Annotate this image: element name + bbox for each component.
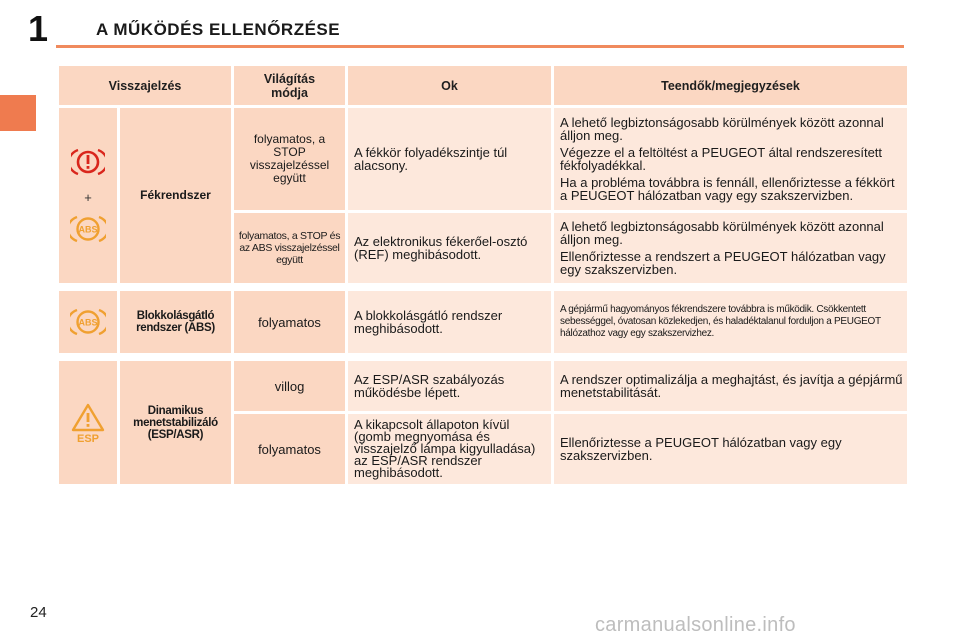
esp-system-label: Dinamikus menetstabilizáló (ESP/ASR) [120,361,231,484]
page-number: 24 [30,604,47,621]
abs-icon [70,307,106,337]
row-spacer [59,356,907,358]
brake-cause-2: Az elektronikus fékerőel-osztó (REF) meghibásodott. [348,213,551,283]
esp-cause-2: A kikapcsolt állapoton kívül (gomb megnyomása és visszajelző lámpa kigyulladása) az ESP/ASR rendszer meghibásodott. [348,414,551,484]
esp-icon-cell [59,361,117,484]
esp-action-2: Ellenőriztesse a PEUGEOT hálózatban vagy egy szakszervizben. [554,414,907,484]
chapter-number: 1 [28,8,49,49]
table-row [59,291,907,353]
esp-mode-1: villog [234,361,345,411]
svg-text:ABS: ABS [78,224,98,235]
brake-action-1-text-3: Ha a probléma továbbra is fennáll, ellenőriztesse a fékkört a PEUGEOT hálózatban vagy egy szakszervizben. [560,175,895,203]
brake-action-1-text-2: Végezze el a feltöltést a PEUGEOT által rendszeresített fékfolyadékkal. [560,145,883,173]
brake-action-1-text-1: A lehető legbiztonságosabb körülmények között azonnal álljon meg. [560,115,884,143]
table-row [59,361,907,411]
header-signal: Visszajelzés [59,66,231,105]
abs-icon [70,214,106,244]
esp-warning-icon [70,402,106,444]
brake-action-2-text-2: Ellenőriztesse a rendszert a PEUGEOT hálózatban vagy egy szakszervizben. [560,249,886,277]
brake-action-2-text-1: A lehető legbiztonságosabb körülmények között azonnal álljon meg. [560,219,884,247]
chapter-tab [0,95,36,131]
plus-sign: + [84,190,92,205]
table-row [59,108,907,210]
brake-action-1 [554,108,907,210]
watermark: carmanualsonline.info [595,614,796,636]
esp-cause-1: Az ESP/ASR szabályozás működésbe lépett. [348,361,551,411]
brake-action-2 [554,213,907,283]
esp-icon-label: ESP [76,432,100,444]
brake-warning-icon [71,147,105,177]
abs-cause: A blokkolásgátló rendszer meghibásodott. [348,291,551,353]
title-rule [56,45,904,48]
esp-mode-2: folyamatos [234,414,345,484]
table-header-row [59,66,907,105]
abs-icon-cell [59,291,117,353]
brake-cause-1: A fékkör folyadékszintje túl alacsony. [348,108,551,210]
abs-system-label: Blokkolásgátló rendszer (ABS) [120,291,231,353]
svg-text:ABS: ABS [78,317,98,328]
header-mode: Világítás módja [234,66,345,105]
page-title: A MŰKÖDÉS ELLENŐRZÉSE [96,20,341,39]
brake-mode-1: folyamatos, a STOP visszajelzéssel együtt [234,108,345,210]
brake-mode-2: folyamatos, a STOP és az ABS visszajelzéssel együtt [234,213,345,283]
row-spacer [59,286,907,288]
header-cause: Ok [348,66,551,105]
brake-icons-cell [59,108,117,283]
header-action: Teendők/megjegyzések [554,66,907,105]
warning-lights-table [56,63,910,487]
abs-mode: folyamatos [234,291,345,353]
abs-action [554,291,907,353]
esp-action-1: A rendszer optimalizálja a meghajtást, és javítja a gépjármű menetstabilitását. [554,361,907,411]
brake-system-label: Fékrendszer [120,108,231,283]
abs-action-text: A gépjármű hagyományos fékrendszere továbbra is működik. Csökkentett sebességgel, óvatosan közlekedjen, és haladéktalanul forduljon a PEUGEOT hálózathoz vagy egy szakszervizhez. [560,304,881,339]
